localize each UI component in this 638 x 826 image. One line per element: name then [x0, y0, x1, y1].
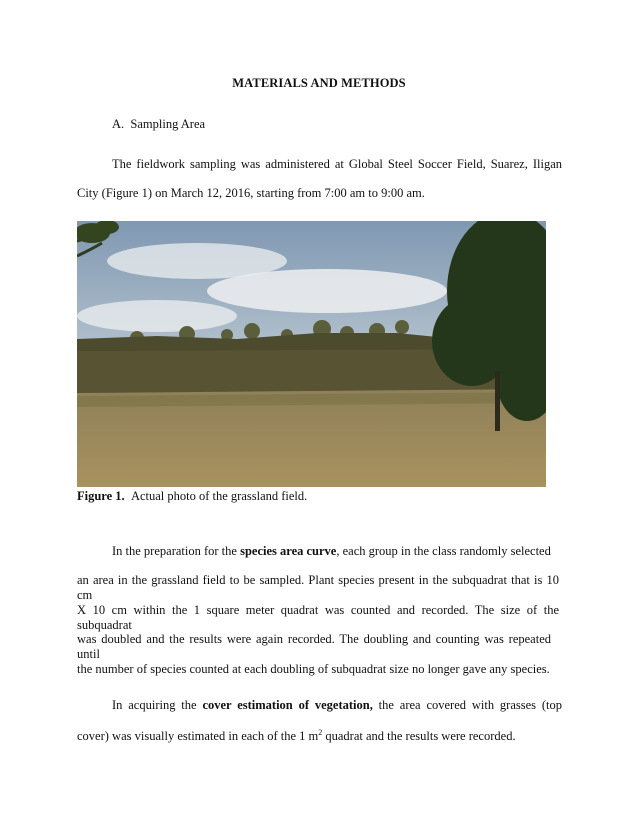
paragraph-3-line-2-start: cover) was visually estimated in each of the 1 m	[77, 729, 319, 744]
paragraph-3-line-2-end: quadrat and the results were recorded.	[322, 729, 516, 744]
paragraph-3-line-2	[77, 728, 516, 744]
grassland-photo-illustration	[77, 221, 546, 487]
section-heading: MATERIALS AND METHODS	[232, 76, 406, 90]
subsection-label: A.	[112, 117, 125, 131]
cover-estimation-term: cover estimation of vegetation,	[202, 698, 373, 712]
paragraph-2-line-1	[112, 544, 551, 559]
paragraph-2-line-1-end: , each group in the class randomly selected	[336, 544, 551, 558]
grassland-photo	[77, 221, 546, 487]
paragraph-2-line-3: X 10 cm within the 1 square meter quadrat was counted and recorded. The size of the subquadrat	[77, 603, 559, 632]
superscript-2: 2	[318, 728, 323, 737]
subsection-title-text: Sampling Area	[130, 117, 206, 131]
subsection-title	[112, 117, 205, 132]
paragraph-2-line-1-start: In the preparation for the	[112, 544, 241, 558]
paragraph-1-line-1: The fieldwork sampling was administered at Global Steel Soccer Field, Suarez, Iligan	[112, 157, 562, 171]
paragraph-1-line-2: City (Figure 1) on March 12, 2016, starting from 7:00 am to 9:00 am.	[77, 186, 425, 200]
paragraph-3-line-1	[112, 698, 562, 713]
paragraph-3-line-1-start: In acquiring the	[112, 698, 203, 712]
paragraph-3-line-1-end: the area covered with grasses (top	[372, 698, 562, 712]
figure-label: Figure 1.	[77, 489, 125, 503]
figure-caption-text: Actual photo of the grassland field.	[130, 489, 308, 503]
paragraph-2-line-2: an area in the grassland field to be sampled. Plant species present in the subquadrat that is 10 cm	[77, 573, 559, 602]
paragraph-2-line-4: was doubled and the results were again recorded. The doubling and counting was repeated until	[77, 632, 551, 661]
figure-caption	[77, 489, 307, 504]
species-area-curve-term: species area curve	[240, 544, 337, 558]
paragraph-2-line-5: the number of species counted at each doubling of subquadrat size no longer gave any species.	[77, 662, 550, 676]
